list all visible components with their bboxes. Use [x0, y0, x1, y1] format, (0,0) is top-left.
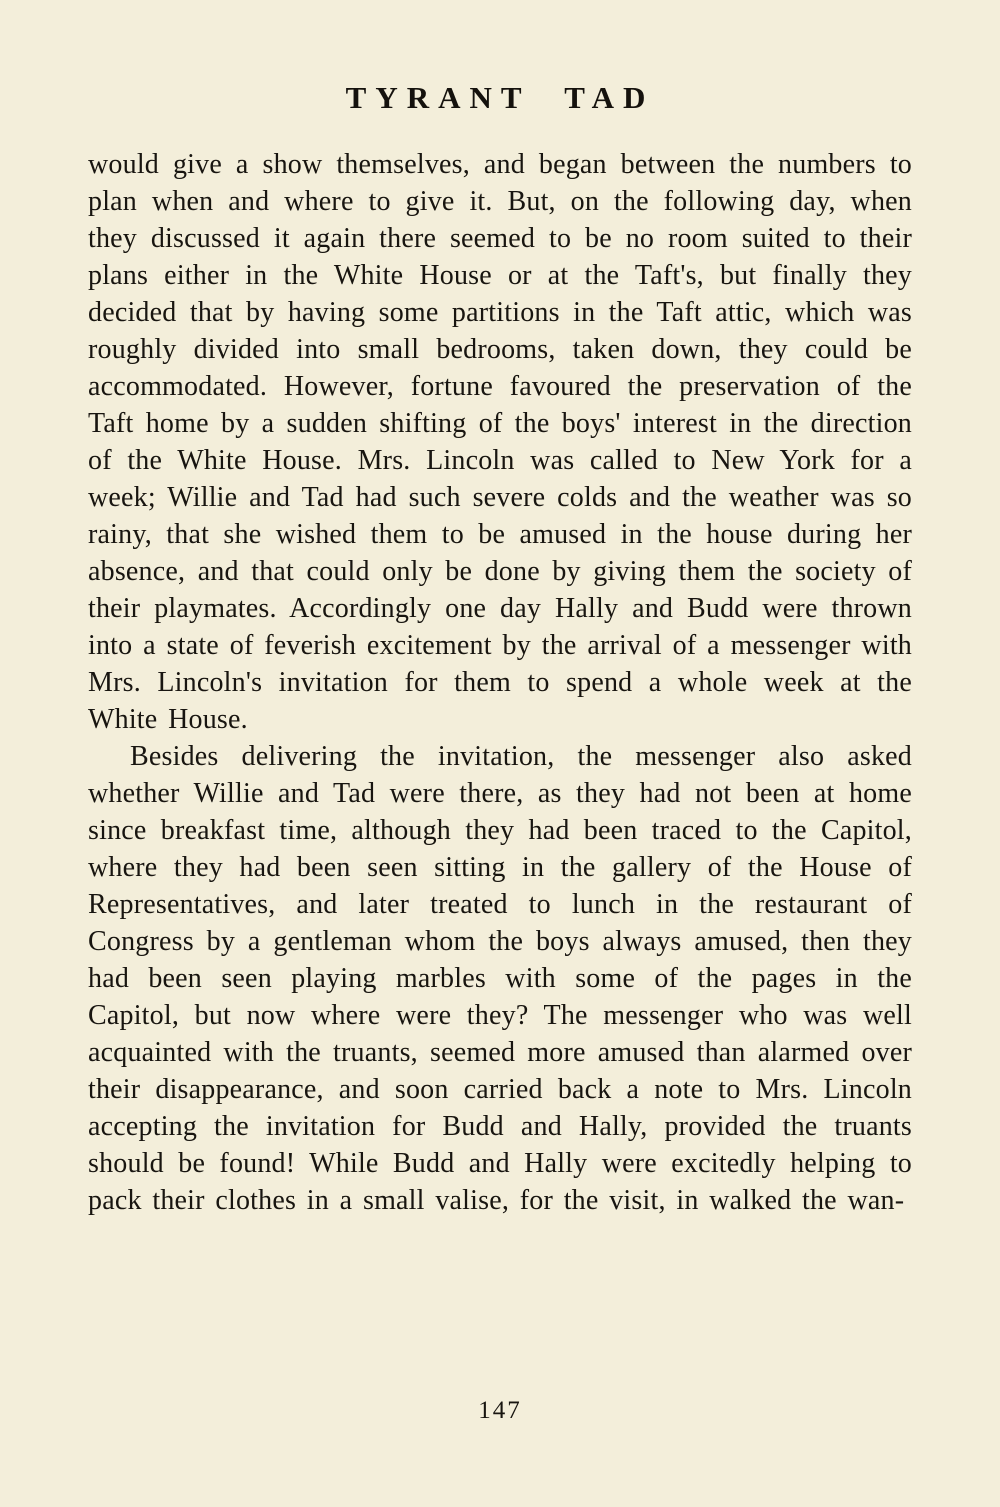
page-body	[88, 146, 912, 1219]
page-number: 147	[478, 1397, 522, 1424]
body-paragraph: Besides delivering the invitation, the messenger also asked whether Willie and Tad were there, as they had not been at home since breakfast time, although they had been traced to the Capitol, where they had been seen sitting in the gallery of the House of Representatives, and later treated to lunch in the restaurant of Congress by a gentleman whom the boys always amused, then they had been seen playing marbles with some of the pages in the Capitol, but now where were they? The messenger who was well acquainted with the truants, seemed more amused than alarmed over their disappearance, and soon carried back a note to Mrs. Lincoln accepting the invitation for Budd and Hally, provided the truants should be found! While Budd and Hally were excitedly helping to pack their clothes in a small valise, for the visit, in walked the wan-	[88, 741, 912, 1216]
body-paragraph: would give a show themselves, and began between the numbers to plan when and where to give it. But, on the following day, when they discussed it again there seemed to be no room suited to their plans either in the White House or at the Taft's, but finally they decided that by having some partitions in the Taft attic, which was roughly divided into small bedrooms, taken down, they could be accommodated. However, fortune favoured the preservation of the Taft home by a sudden shifting of the boys' interest in the direction of the White House. Mrs. Lincoln was called to New York for a week; Willie and Tad had such severe colds and the weather was so rainy, that she wished them to be amused in the house during her absence, and that could only be done by giving them the society of their playmates. Accordingly one day Hally and Budd were thrown into a state of feverish excitement by the arrival of a messenger with Mrs. Lincoln's invitation for them to spend a whole week at the White House.	[88, 149, 912, 735]
page-title: TYRANT TAD	[345, 80, 655, 115]
